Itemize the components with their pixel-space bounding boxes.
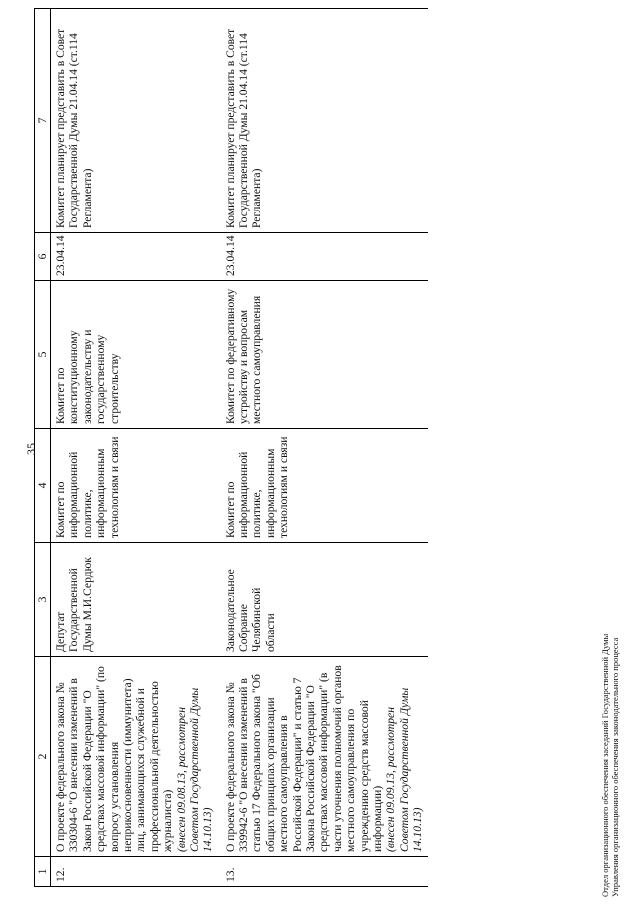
bill-initiator: Депутат Государственной Думы М.И.Сердюк bbox=[51, 543, 221, 657]
co-executor-committee: Комитет по конституционному законодательству и государственному строительству bbox=[51, 281, 221, 429]
bill-description bbox=[221, 657, 428, 857]
table-row bbox=[221, 9, 428, 887]
bill-title: О проекте федерального закона № 339942-6 "О внесении изменений в статью 17 Федерального закона "Об общих принципах организации местного самоуправления в Российской Федерации" и статью 7 Закона Российской Федерации "О средствах массовой информации" (в части уточнения полномочий органов местного самоуправления по учреждению средств массовой информации) bbox=[223, 665, 384, 852]
column-header: 6 bbox=[35, 233, 51, 281]
deadline-date: 23.04.14 bbox=[221, 233, 428, 281]
column-header: 3 bbox=[35, 543, 51, 657]
page-footer bbox=[600, 634, 620, 897]
bill-title: О проекте федерального закона № 330304-6 "О внесении изменений в Закон Российской Федерации "О средствах массовой информации" (по вопросу установления неприкосновенности (иммунитета) лиц, занимающихся служебной и профессиональной деятельностью журналиста) bbox=[54, 666, 175, 852]
planned-action: Комитет планирует представить в Совет Государственной Думы 21.04.14 (ст.114 Регламента) bbox=[51, 9, 221, 233]
page-number: 35 bbox=[24, 443, 38, 455]
bills-table bbox=[34, 8, 428, 887]
co-executor-committee: Комитет по федеративному устройству и вопросам местного самоуправления bbox=[221, 281, 428, 429]
column-header: 1 bbox=[35, 857, 51, 887]
bill-initiator: Законодательное Собрание Челябинской области bbox=[221, 543, 428, 657]
bill-description bbox=[51, 657, 221, 857]
column-header: 7 bbox=[35, 9, 51, 233]
row-number: 13. bbox=[221, 857, 428, 887]
bill-note: (внесен 09.08.13, рассмотрен Советом Государственной Думы 14.10.13) bbox=[174, 687, 215, 852]
table-row bbox=[51, 9, 221, 887]
responsible-committee: Комитет по информационной политике, информационным технологиям и связи bbox=[221, 429, 428, 543]
table-header-row bbox=[35, 9, 51, 887]
row-number: 12. bbox=[51, 857, 221, 887]
bill-note: (внесен 09.09.13, рассмотрен Советом Государственной Думы 14.10.13) bbox=[384, 687, 425, 852]
planned-action: Комитет планирует представить в Совет Государственной Думы 21.04.14 (ст.114 Регламента) bbox=[221, 9, 428, 233]
responsible-committee: Комитет по информационной политике, информационным технологиям и связи bbox=[51, 429, 221, 543]
footer-line: Управления организационного обеспечения законодательного процесса bbox=[610, 637, 620, 897]
column-header: 5 bbox=[35, 281, 51, 429]
column-header: 4 bbox=[35, 429, 51, 543]
deadline-date: 23.04.14 bbox=[51, 233, 221, 281]
column-header: 2 bbox=[35, 657, 51, 857]
footer-line: Отдел организационного обеспечения заседаний Государственной Думы bbox=[600, 633, 610, 897]
